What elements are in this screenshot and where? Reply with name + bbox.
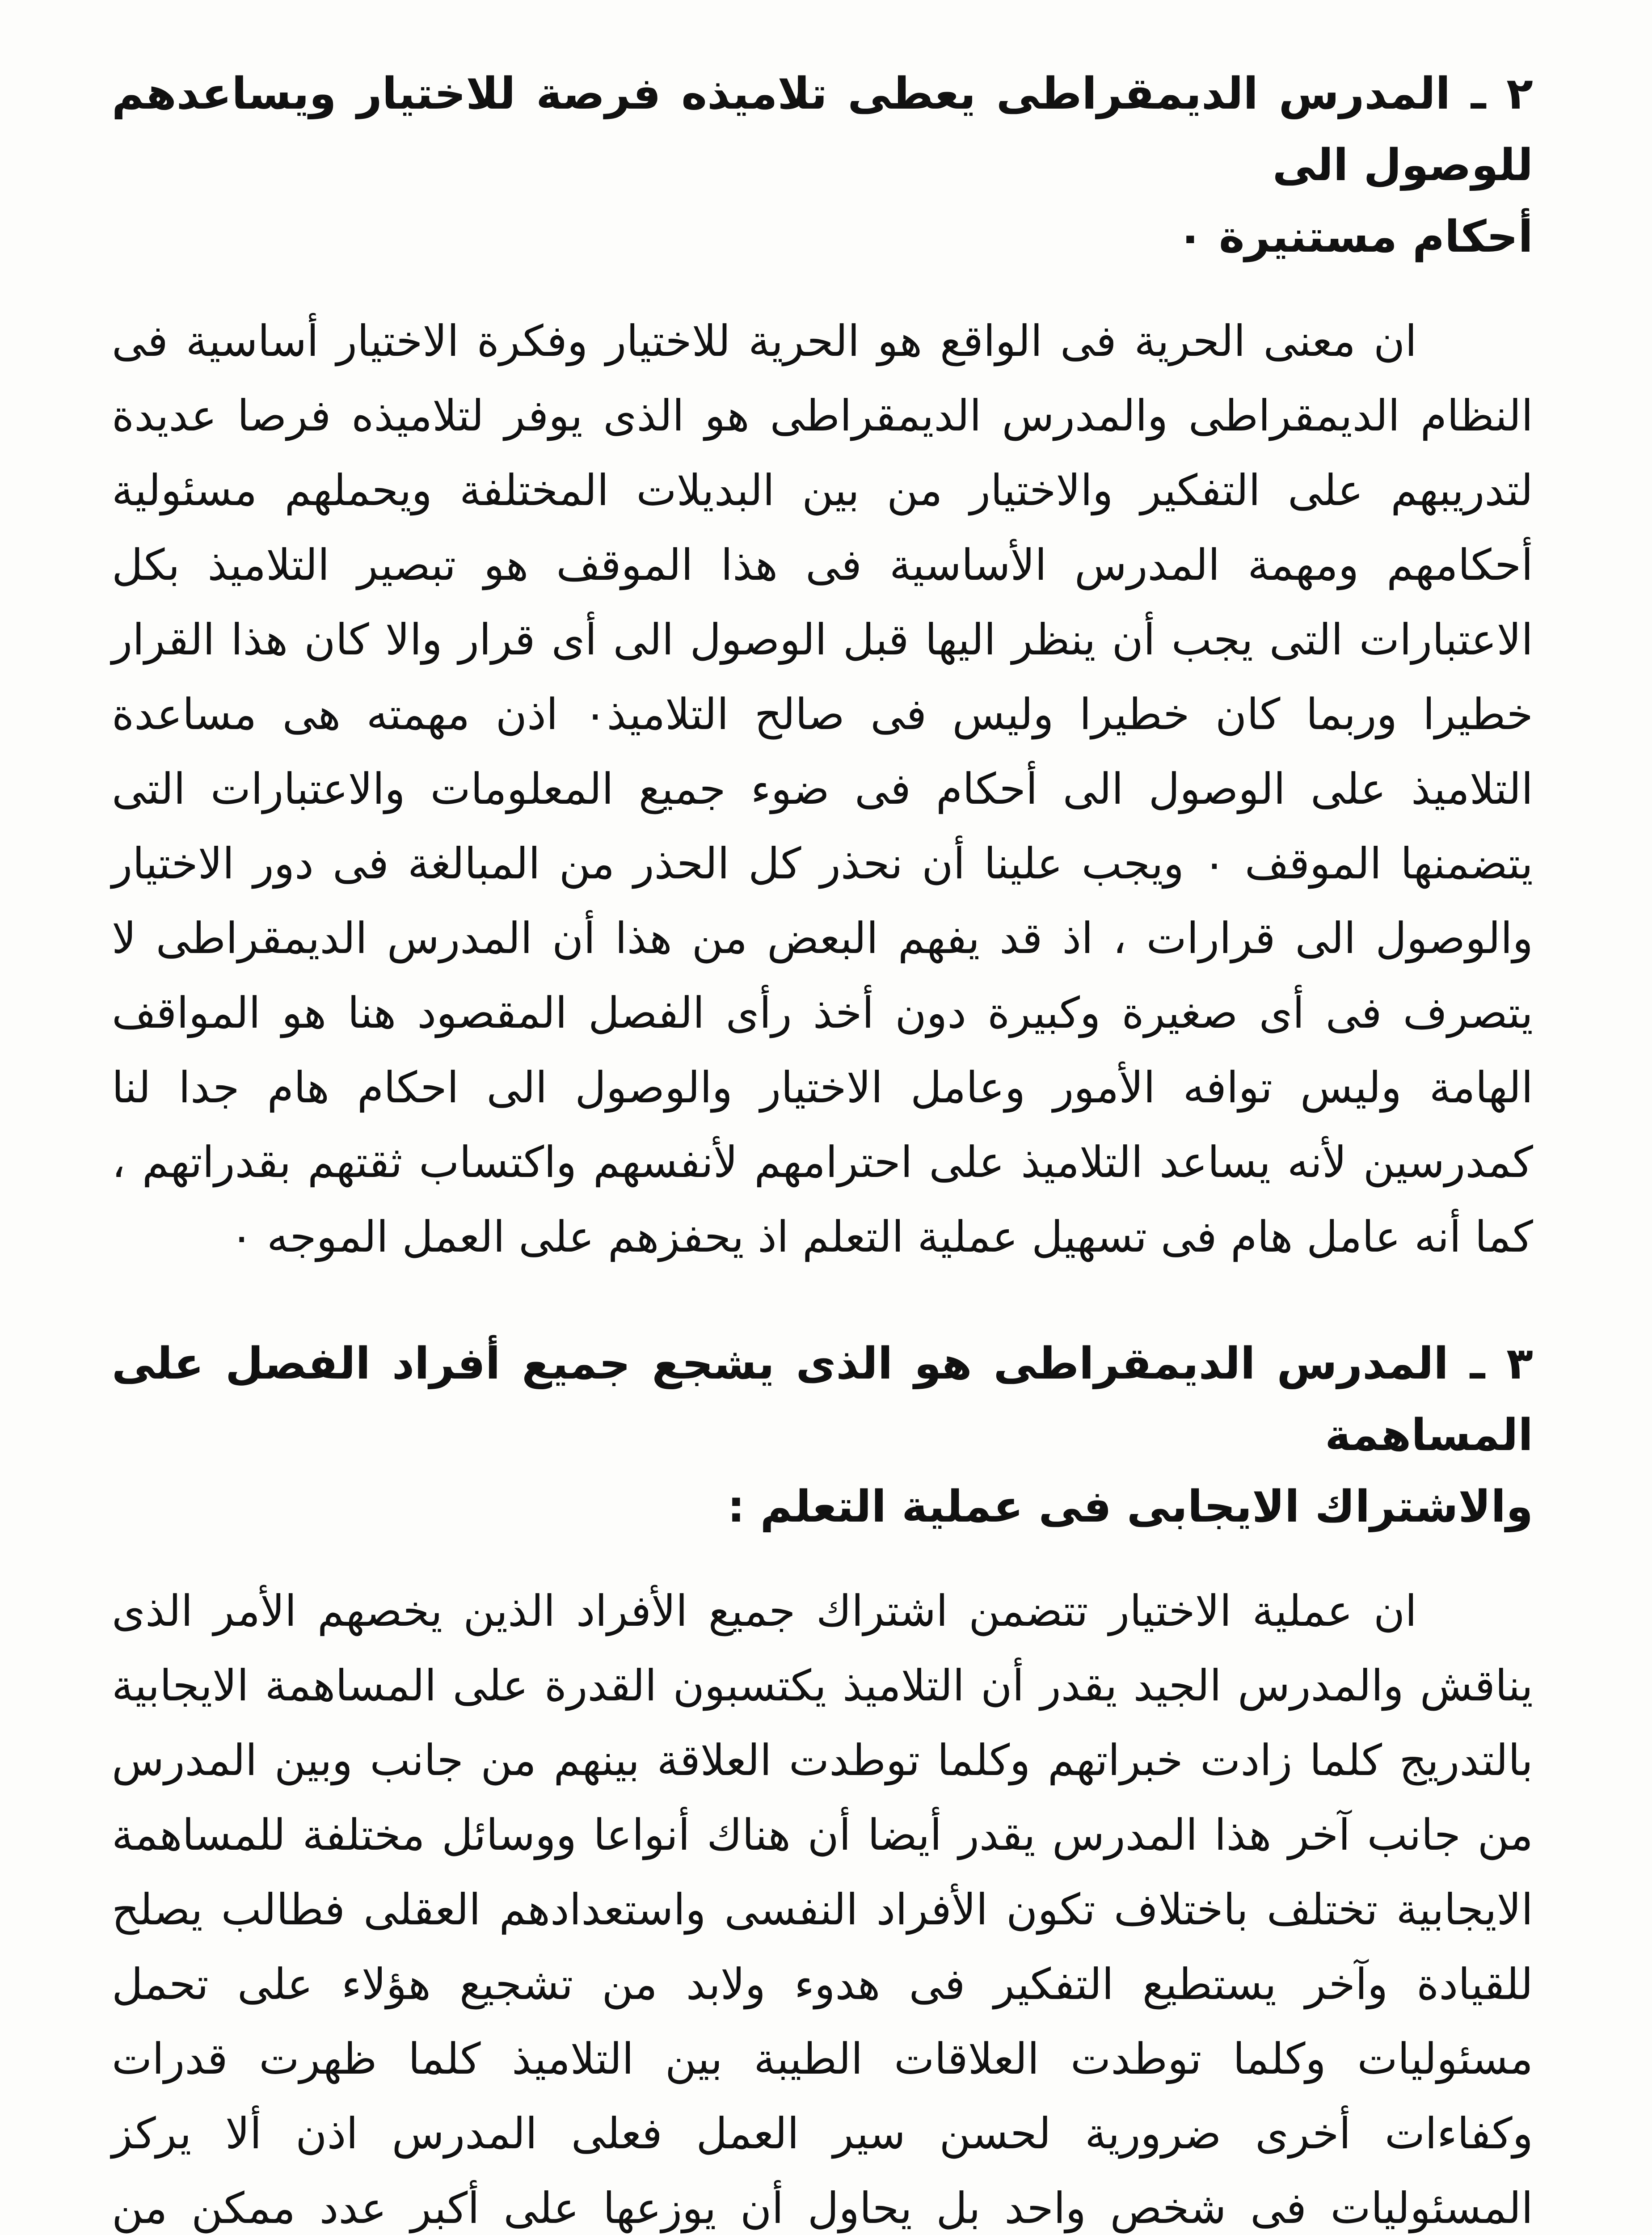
section-heading-line: أحكام مستنيرة ٠ [1176, 211, 1533, 262]
section-heading-choice [112, 58, 1533, 273]
section-heading-participation [112, 1328, 1533, 1543]
paragraph-choice: ان معنى الحرية فى الواقع هو الحرية للاختيار وفكرة الاختيار أساسية فى النظام الديمقراطى والمدرس الديمقراطى هو الذى يوفر لتلاميذه فرصا عديدة لتدريبهم على التفكير والاختيار من بين البديلات المختلفة ويحملهم مسئولية أحكامهم ومهمة المدرس الأساسية فى هذا الموقف هو تبصير التلاميذ بكل الاعتبارات التى يجب أن ينظر اليها قبل الوصول الى أى قرار والا كان هذا القرار خطيرا وربما كان خطيرا وليس فى صالح التلاميذ٠ اذن مهمته هى مساعدة التلاميذ على الوصول الى أحكام فى ضوء جميع المعلومات والاعتبارات التى يتضمنها الموقف ٠ ويجب علينا أن نحذر كل الحذر من المبالغة فى دور الاختيار والوصول الى قرارات ، اذ قد يفهم البعض من هذا أن المدرس الديمقراطى لا يتصرف فى أى صغيرة وكبيرة دون أخذ رأى الفصل المقصود هنا هو المواقف الهامة وليس توافه الأمور وعامل الاختيار والوصول الى احكام هام جدا لنا كمدرسين لأنه يساعد التلاميذ على احترامهم لأنفسهم واكتساب ثقتهم بقدراتهم ، كما أنه عامل هام فى تسهيل عملية التعلم اذ يحفزهم على العمل الموجه ٠ [112, 316, 1534, 1262]
paragraph-participation: ان عملية الاختيار تتضمن اشتراك جميع الأفراد الذين يخصهم الأمر الذى يناقش والمدرس الجيد يقدر أن التلاميذ يكتسبون القدرة على المساهمة الايجابية بالتدريج كلما زادت خبراتهم وكلما توطدت العلاقة بينهم من جانب وبين المدرس من جانب آخر هذا المدرس يقدر أيضا أن هناك أنواعا ووسائل مختلفة للمساهمة الايجابية تختلف باختلاف تكون الأفراد النفسى واستعدادهم العقلى فطالب يصلح للقيادة وآخر يستطيع التفكير فى هدوء ولابد من تشجيع هؤلاء على تحمل مسئوليات وكلما توطدت العلاقات الطيبة بين التلاميذ كلما ظهرت قدرات وكفاءات أخرى ضرورية لحسن سير العمل فعلى المدرس اذن ألا يركز المسئوليات فى شخص واحد بل يحاول أن يوزعها على أكبر عدد ممكن من [112, 1586, 1533, 2233]
section-heading-line: ٢ ـ المدرس الديمقراطى يعطى تلاميذه فرصة للاختيار ويساعدهم للوصول الى [112, 68, 1533, 191]
page-content [112, 58, 1533, 2235]
section-heading-line: والاشتراك الايجابى فى عملية التعلم : [727, 1481, 1533, 1532]
section-heading-line: ٣ ـ المدرس الديمقراطى هو الذى يشجع جميع أفراد الفصل على المساهمة [112, 1338, 1533, 1461]
